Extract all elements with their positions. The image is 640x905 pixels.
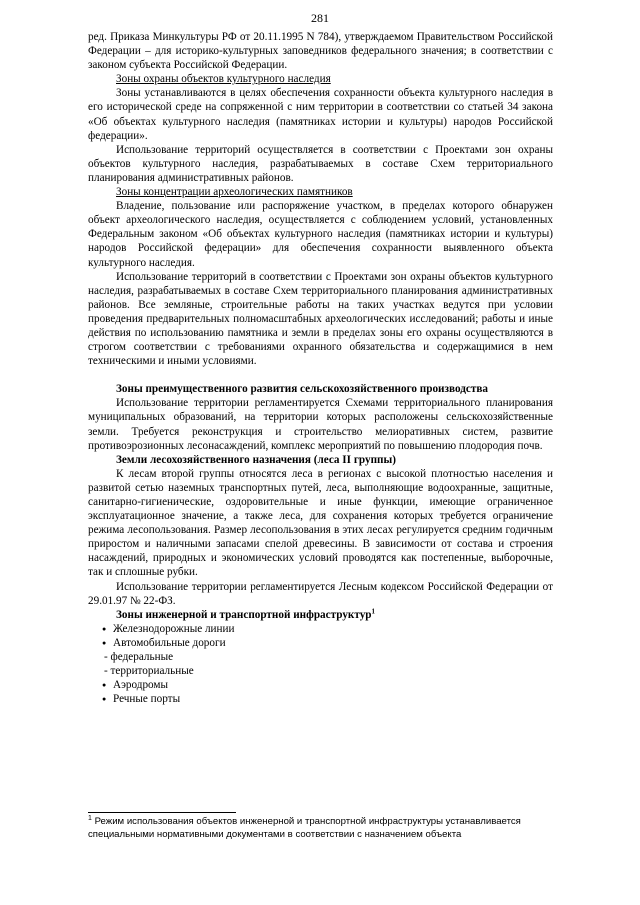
spacer — [88, 368, 553, 382]
list-item: ● Автомобильные дороги — [88, 636, 553, 650]
page-number: 281 — [311, 11, 329, 25]
paragraph-archaeological-ownership: Владение, пользование или распоряжение участком, в пределах которого обнаружен объект археологического наследия, осуществляется с соблюдением условий, установленных Федеральным законом «Об объектах культурного наследия (памятниках истории и культуры) народов Российской федерации» для обеспечения сохранности выявленного объекта культурного наследия. — [88, 200, 553, 269]
infrastructure-list — [88, 622, 553, 707]
heading-cultural-heritage-protection: Зоны охраны объектов культурного наследия — [116, 73, 331, 86]
heading-infrastructure-zones — [88, 608, 553, 622]
footnote-marker: 1 — [88, 814, 92, 822]
paragraph-forest-code: Использование территории регламентируется Лесным кодексом Российской Федерации от 29.01.97 № 22-ФЗ. — [88, 580, 553, 607]
paragraph-territory-use: Использование территорий осуществляется в соответствии с Проектами зон охраны объектов культурного наследия, разрабатываемых в составе Схем территориального планирования административных районов. — [88, 143, 553, 184]
heading-archaeological-zones: Зоны концентрации археологических памятников — [116, 186, 353, 199]
list-item: - территориальные — [104, 665, 194, 678]
footnote-reference: 1 — [371, 607, 376, 616]
footnote-text: Режим использования объектов инженерной и транспортной инфраструктуры устанавливается специальными нормативными документами в соответствии с назначением объекта — [88, 816, 521, 840]
heading-agricultural-zones: Зоны преимущественного развития сельскохозяйственного производства — [116, 383, 488, 396]
paragraph-forests-second-group: К лесам второй группы относятся леса в регионах с высокой плотностью населения и развитой сетью наземных транспортных путей, леса, выполняющие водоохранные, защитные, санитарно-гигиенические, оздоровительные и иные функции, имеющие ограниченное эксплуатационное значение, а также леса, для сохранения которых требуется ограничение режима лесопользования. Размер лесопользования в этих лесах регулируется средним годичным приростом и наличными запасами спелой древесины. В зависимости от состава и строения насаждений, природных и экономических условий проводятся как постепенные, выборочные, так и сплошные рубки. — [88, 467, 553, 579]
document-body — [88, 30, 553, 706]
heading-forestry-lands: Земли лесохозяйственного назначения (леса II группы) — [116, 453, 396, 466]
paragraph-archaeological-works: Использование территорий в соответствии с Проектами зон охраны объектов культурного наследия, разрабатываемых в составе Схем территориального планирования административных районов. Все земляные, строительные работы на таких участках ведутся при условии проведения предварительных полномасштабных археологических исследований; работы и иные действия по использованию памятника и земли в пределах зоны его охраны осуществляются в строгом соответствии с требованиями охранного обязательства и содержащимися в нем техническими и иными условиями. — [88, 270, 553, 368]
footnote — [88, 816, 553, 841]
paragraph-agricultural: Использование территории регламентируется Схемами территориального планирования муниципальных образований, на территории которых расположены сельскохозяйственные земли. Требуется реконструкция и строительство мелиоративных систем, развитие противоэрозионных лесонасаждений, комплекс мероприятий по повышению плодородия почв. — [88, 397, 553, 452]
paragraph-continuation: ред. Приказа Минкультуры РФ от 20.11.1995 N 784), утверждаемом Правительством Российской Федерации – для историко-культурных заповедников федерального значения; в соответствии с законом субъекта Российской Федерации. — [88, 31, 553, 72]
paragraph-zones-purpose: Зоны устанавливаются в целях обеспечения сохранности объекта культурного наследия в его исторической среде на сопряженной с ним территории в соответствии со статьей 34 закона «Об объектах культурного наследия (памятниках истории и культуры) народов Российской федерации». — [88, 87, 553, 142]
list-item: - федеральные — [104, 651, 174, 664]
footnote-separator — [88, 812, 236, 813]
list-item: ● Аэродромы — [88, 678, 553, 692]
list-item: ● Речные порты — [88, 692, 553, 706]
heading-infrastructure-text: Зоны инженерной и транспортной инфраструктур — [116, 608, 372, 621]
list-item: ● Железнодорожные линии — [88, 622, 553, 636]
footnote-paragraph — [88, 816, 553, 841]
